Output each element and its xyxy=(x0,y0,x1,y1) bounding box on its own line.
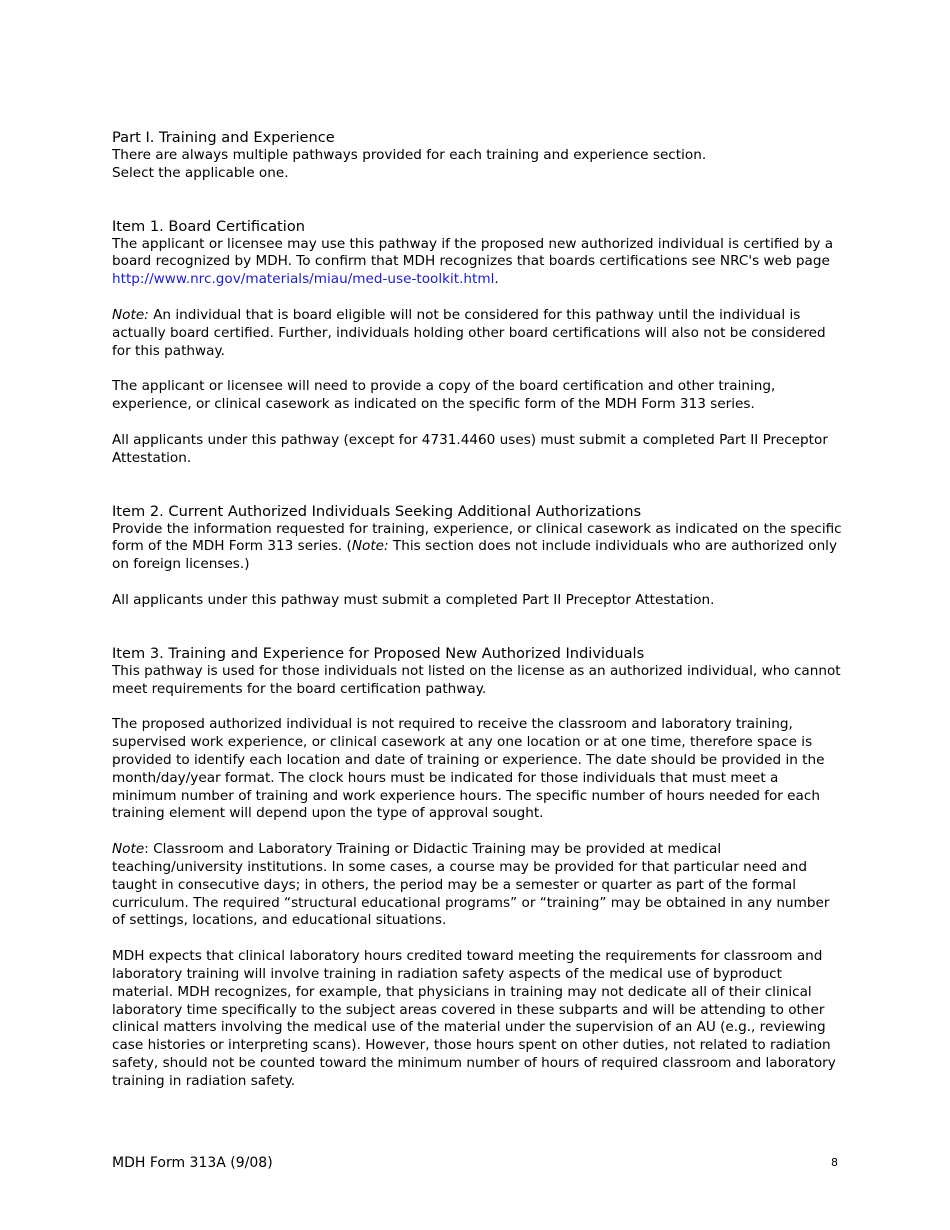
item1-para1-text: The applicant or licensee may use this pathway if the proposed new authorized individual is certified by a board recognized by MDH. To confirm that MDH recognizes that boards certifications see NRC's web page xyxy=(112,235,834,270)
item3-paragraph-3: MDH expects that clinical laboratory hours credited toward meeting the requirements for classroom and laboratory training will involve training in radiation safety aspects of the medical use of byproduct material. MDH recognizes, for example, that physicians in training may not dedicate all of their clinical laboratory time specifically to the subject areas covered in these subparts and will be attending to other clinical matters involving the medical use of the material under the supervision of an AU (e.g., reviewing case histories or interpreting scans). However, those hours spent on other duties, not related to radiation safety, should not be counted toward the minimum number of hours of required classroom and laboratory training in radiation safety. xyxy=(112,948,836,1089)
item1-para1-end: . xyxy=(494,271,499,288)
note-label: Note: xyxy=(112,306,149,323)
item1-paragraph-3: All applicants under this pathway (except for 4731.4460 uses) must submit a completed Part II Preceptor Attestation. xyxy=(112,431,828,466)
item3-heading: Item 3. Training and Experience for Proposed New Authorized Individuals xyxy=(112,644,645,662)
item3-note-text: : Classroom and Laboratory Training or Didactic Training may be provided at medical teaching/university institutions. In some cases, a course may be provided for that particular need and taught in consecutive days; in others, the period may be a semester or quarter as part of the formal curriculum. The required “structural educational programs” or “training” may be obtained in any number of settings, locations, and educational situations. xyxy=(112,841,830,929)
part1-heading: Part I. Training and Experience xyxy=(112,129,335,146)
footer-page-number: 8 xyxy=(831,1156,838,1169)
item1-paragraph-1 xyxy=(112,236,842,289)
item2-paragraph-1 xyxy=(112,521,842,574)
item3-paragraph-2: The proposed authorized individual is not required to receive the classroom and laboratory training, supervised work experience, or clinical casework at any one location or at one time, therefore space is provided to identify each location and date of training or experience. The date should be provided in the month/day/year format. The clock hours must be indicated for those individuals that must meet a minimum number of training and work experience hours. The specific number of hours needed for each training element will depend upon the type of approval sought. xyxy=(112,716,825,822)
item2-para1-end: This section does not include individuals who are authorized only on foreign licenses.) xyxy=(112,538,838,573)
item2-para1-start: Provide the information requested for training, experience, or clinical casework as indicated on the specific form of the MDH Form 313 series. ( xyxy=(112,520,842,555)
part1-intro xyxy=(112,147,842,183)
nrc-toolkit-link[interactable]: http://www.nrc.gov/materials/miau/med-use-toolkit.html xyxy=(112,271,495,288)
item1-heading: Item 1. Board Certification xyxy=(112,217,306,235)
note-label: Note: xyxy=(351,538,389,555)
item2-paragraph-2: All applicants under this pathway must submit a completed Part II Preceptor Attestation. xyxy=(112,591,715,608)
item1-paragraph-2: The applicant or licensee will need to provide a copy of the board certification and other training, experience, or clinical casework as indicated on the specific form of the MDH Form 313 series. xyxy=(112,378,776,413)
item1-note-text: An individual that is board eligible will not be considered for this pathway until the individual is actually board certified. Further, individuals holding other board certifications will also not be considered for this pathway. xyxy=(112,306,826,359)
part1-line2: Select the applicable one. xyxy=(112,164,289,181)
item3-note xyxy=(112,841,842,930)
item1-note xyxy=(112,307,842,360)
document-page xyxy=(112,129,842,1090)
part1-line1: There are always multiple pathways provided for each training and experience section. xyxy=(112,147,707,163)
item3-paragraph-1: This pathway is used for those individuals not listed on the license as an authorized individual, who cannot meet requirements for the board certification pathway. xyxy=(112,662,841,697)
note-label: Note xyxy=(112,841,145,858)
footer-form-id: MDH Form 313A (9/08) xyxy=(112,1155,273,1171)
item2-heading: Item 2. Current Authorized Individuals Seeking Additional Authorizations xyxy=(112,502,642,520)
